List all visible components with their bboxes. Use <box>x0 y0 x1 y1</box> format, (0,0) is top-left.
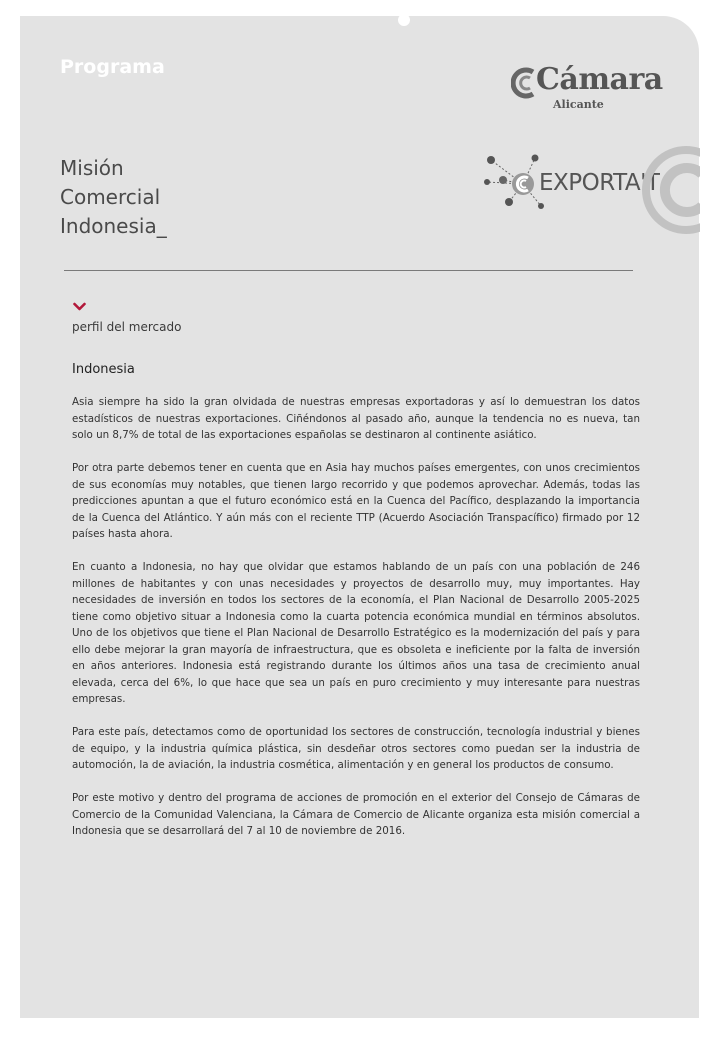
camara-logo-city: Alicante <box>553 98 604 111</box>
camara-c-icon <box>511 64 539 102</box>
camara-logo <box>511 62 663 114</box>
mission-title-line-2: Comercial <box>60 185 161 209</box>
paragraph: Por este motivo y dentro del programa de acciones de promoción en el exterior del Consejo de Cámaras de Comercio de la Comunidad Valenciana, la Cámara de Comercio de Alicante organiza esta misión comercial a Indonesia que se desarrollará del 7 al 10 de noviembre de 2016. <box>72 792 640 837</box>
section-heading: Indonesia <box>72 362 135 377</box>
header-divider <box>64 270 633 271</box>
exporta-logo-name: EXPORTA'T <box>539 170 660 196</box>
paragraph: Para este país, detectamos como de oportunidad los sectores de construcción, tecnología industrial y bienes de equipo, y la industria química plástica, sin desdeñar otros sectores como puedan ser la industria de automoción, la de aviación, la industria cosmética, alimentación y en general los productos de consumo. <box>72 726 640 771</box>
body-text <box>72 394 640 856</box>
exporta-logo <box>483 150 660 214</box>
paragraph: En cuanto a Indonesia, no hay que olvidar que estamos hablando de un país con una población de 246 millones de habitantes y con unas necesidades y proyectos de desarrollo muy, muy importantes. Hay necesidades de inversión en todos los sectores de la economía, el Plan Nacional de Desarrollo 2005-2025 tiene como objetivo situar a Indonesia como la cuarta potencia económica mundial en términos absolutos. Uno de los objetivos que tiene el Plan Nacional de Desarrollo Estratégico es la modernización del país y para ello debe mejorar la gran mayoría de infraestructura, que es obsoleta e ineficiente por la falta de inversión en años anteriores. Indonesia está registrando durante los últimos años una tasa de crecimiento anual elevada, cerca del 6%, lo que hace que sea un país en puro crecimiento y muy interesante para nuestras empresas. <box>72 561 640 705</box>
large-c-emblem-icon <box>640 144 700 236</box>
page-notch <box>398 14 410 26</box>
section-label: perfil del mercado <box>72 320 182 334</box>
program-label: Programa <box>60 56 165 78</box>
mission-title-line-1: Misión <box>60 156 124 180</box>
camara-logo-name: Cámara <box>536 62 663 97</box>
mission-title <box>60 154 167 241</box>
chevron-down-icon[interactable] <box>73 302 86 312</box>
paragraph: Por otra parte debemos tener en cuenta que en Asia hay muchos países emergentes, con unos crecimientos de sus economías muy notables, que tienen largo recorrido y que podemos aprovechar. Además, todas las predicciones apuntan a que el futuro económico está en la Cuenca del Pacífico, desplazando la importancia de la Cuenca del Atlántico. Y aún más con el reciente TTP (Acuerdo Asociación Transpacífico) firmado por 12 países hasta ahora. <box>72 462 640 540</box>
paragraph: Asia siempre ha sido la gran olvidada de nuestras empresas exportadoras y así lo demuestran los datos estadísticos de nuestras exportaciones. Ciñéndonos al pasado año, aunque la tendencia no es nueva, tan solo un 8,7% de total de las exportaciones españolas se destinaron al continente asiático. <box>72 396 640 441</box>
mission-title-line-3: Indonesia_ <box>60 214 167 238</box>
